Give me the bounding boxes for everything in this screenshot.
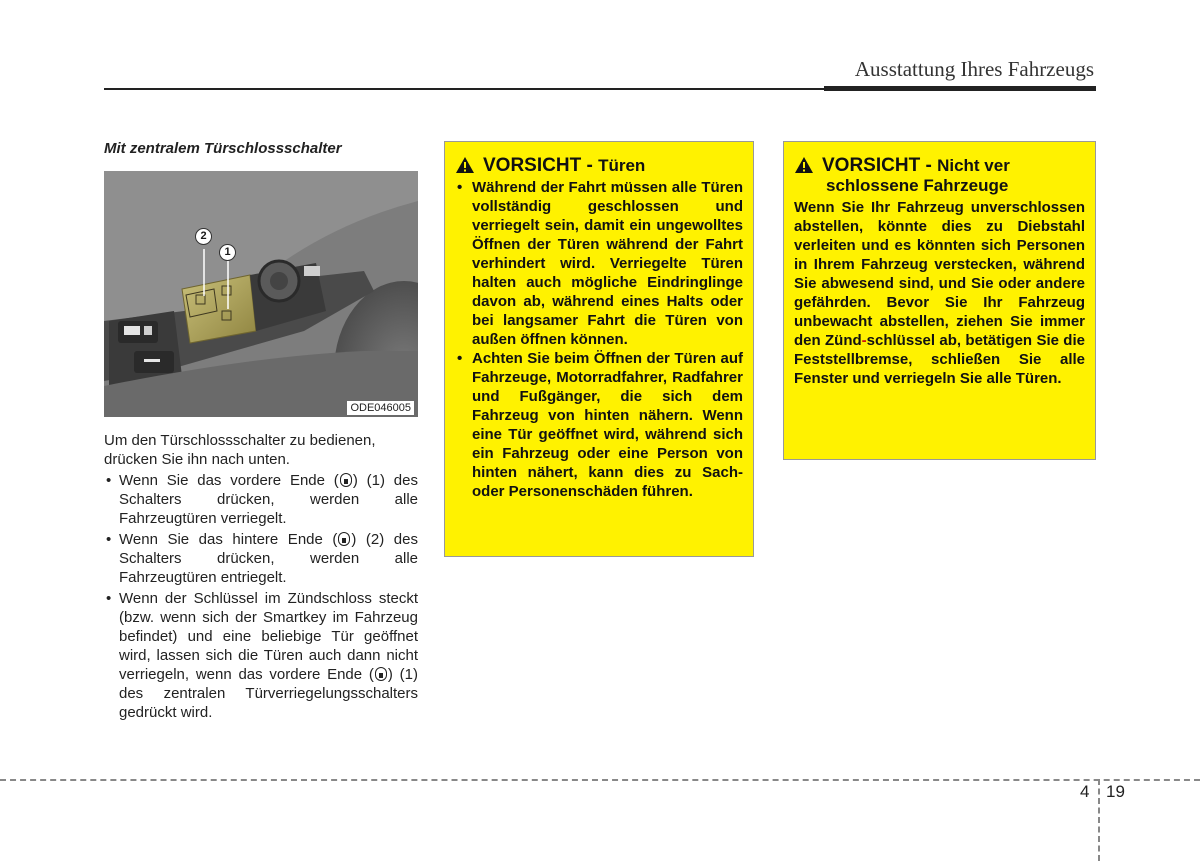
lock-closed-icon [375, 667, 387, 681]
warning-text-part: Wenn Sie Ihr Fahrzeug unverschlossen abstellen, könnte dies zu Diebstahl verleiten und es könnten sich Personen in Ihrem Fahrzeug verstecken, während Sie abwesend sind, und Sie oder andere gefährden. Bevor Sie Ihr Fahrzeug unbewacht abstellen, ziehen Sie immer den Zünd [794, 199, 1085, 349]
warning-box-unlocked-vehicles [783, 141, 1096, 460]
figure-code: ODE046005 [347, 401, 414, 415]
list-item [104, 530, 418, 587]
red-hyphen: - [861, 332, 867, 349]
list-item: • Während der Fahrt müssen alle Türen vollständig geschlossen und verriegelt sein, damit ein ungewolltes Öffnen der Türen während der Fahrt verhindert wird. Verriegelte Türen halten auch mögliche Eindringlinge davon ab, während eines Halts oder bei langsamer Fahrt die Türen von außen öffnen können. [455, 178, 743, 349]
list-item-text: ) (1) des Schalters drücken, werden alle Fahrzeugtüren verriegelt. [119, 472, 418, 527]
warning-subject: Nicht ver [937, 156, 1010, 175]
warning-subject: Türen [598, 156, 646, 175]
warning-dash: - [581, 155, 599, 176]
list-item-text: Wenn Sie das vordere Ende ( [119, 472, 339, 489]
intro-paragraph: Um den Türschlossschalter zu bedienen, drücken Sie ihn nach unten. [104, 432, 376, 468]
warning-triangle-icon [794, 156, 814, 174]
footer-divider [1098, 779, 1100, 861]
left-column [104, 140, 418, 724]
callout-1: 1 [219, 244, 236, 261]
door-switch-photo [104, 171, 418, 417]
footer-rule [0, 779, 1200, 781]
door-panel-illustration [104, 171, 418, 417]
warning-text [794, 198, 1085, 388]
warning-text-part: schlüssel ab, betätigen Sie die Feststellbremse, schließen Sie alle Fenster und verriegeln Sie alle Türen. [794, 332, 1085, 387]
list-item: • Achten Sie beim Öffnen der Türen auf Fahrzeuge, Motorradfahrer, Radfahrer und Fußgänger, die sich dem Fahrzeug von hinten nähern. Wenn eine Tür geöffnet wird, während sich ein Fahrzeug oder eine Person von hinten nähert, kann dies zu Sach- oder Personenschäden führen. [455, 349, 743, 501]
warning-label: VORSICHT [483, 155, 582, 176]
warning-title [794, 156, 1085, 196]
warning-title [455, 156, 743, 176]
section-heading: Mit zentralem Türschlossschalter [104, 140, 342, 157]
lock-closed-icon [340, 473, 352, 487]
warning-triangle-icon [455, 156, 475, 174]
list-item-text: ) (2) des Schalters drücken, werden alle Fahrzeugtüren entriegelt. [119, 531, 418, 586]
chapter-number: 4 [1080, 782, 1090, 801]
list-item-text: Wenn der Schlüssel im Zündschloss steckt (bzw. wenn sich der Smartkey im Fahrzeug befindet) und eine beliebige Tür geöffnet wird, lassen sich die Türen auch dann nicht verriegeln, wenn das vordere Ende ( [119, 590, 418, 683]
warning-subject-cont: schlossene Fahrzeuge [826, 176, 1009, 195]
running-header: Ausstattung Ihres Fahrzeugs [854, 57, 1094, 81]
list-item-text: Wenn Sie das hintere Ende ( [119, 531, 338, 548]
lock-open-icon [338, 532, 350, 546]
warning-label: VORSICHT [822, 155, 921, 176]
header-rule-accent [824, 86, 1096, 91]
warning-list [455, 178, 743, 501]
callout-2: 2 [195, 228, 212, 245]
list-item [104, 589, 418, 722]
switch-instructions [104, 471, 418, 722]
warning-dash: - [920, 155, 938, 176]
list-item [104, 471, 418, 528]
warning-box-doors [444, 141, 754, 557]
page-number: 19 [1106, 782, 1125, 801]
list-item-text: ) (1) des zentralen Türverriegelungsschalters gedrückt wird. [119, 666, 418, 721]
